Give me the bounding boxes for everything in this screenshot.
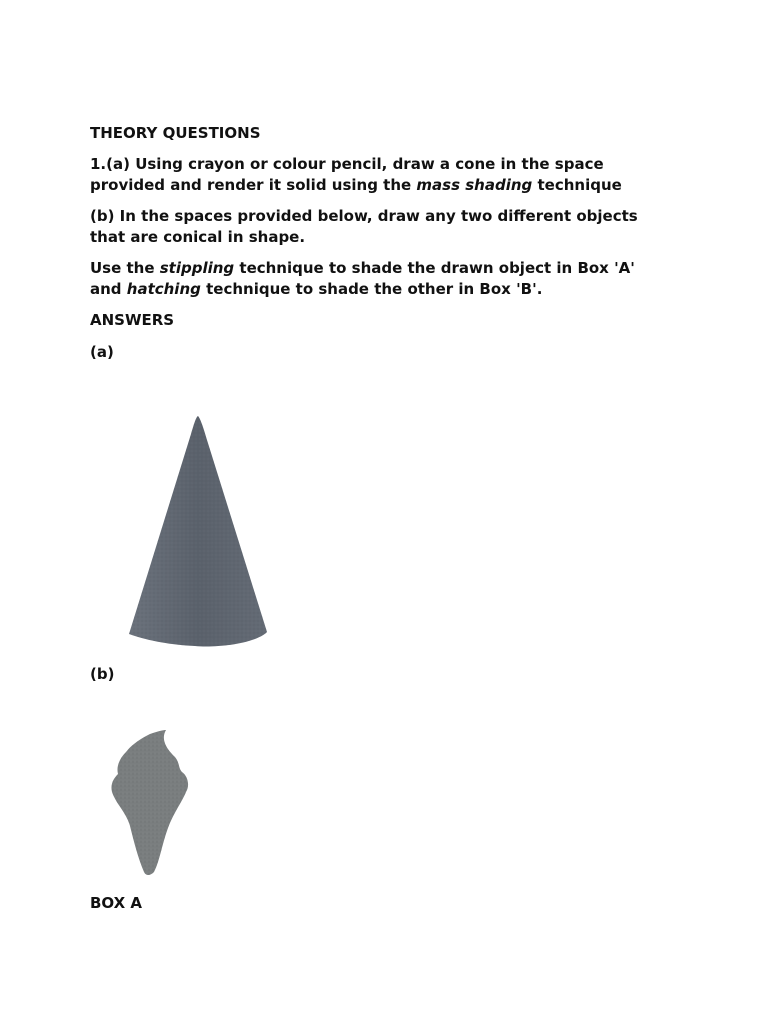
- answer-b-label: (b): [90, 665, 115, 683]
- ice-cream-cone-drawing: [108, 728, 194, 878]
- answer-a-label: (a): [90, 343, 114, 361]
- question-1a-line-2: [90, 175, 622, 196]
- mass-shading-term: mass shading: [416, 176, 533, 194]
- question-1a-text: provided and render it solid using the: [90, 176, 417, 194]
- instruction-line-2: [90, 279, 542, 300]
- stippling-term: stippling: [159, 259, 235, 277]
- instruction-text-end: technique to shade the drawn object in Box 'A': [234, 259, 635, 277]
- answers-heading: ANSWERS: [90, 311, 175, 329]
- question-1a-line-1: 1.(a) Using crayon or colour pencil, draw a cone in the space: [90, 155, 604, 173]
- hatching-term: hatching: [126, 280, 201, 298]
- instruction-line-1: [90, 258, 635, 279]
- instruction-text-2-end: technique to shade the other in Box 'B'.: [200, 280, 543, 298]
- section-heading: THEORY QUESTIONS: [90, 124, 261, 142]
- question-1b-line-1: (b) In the spaces provided below, draw any two different objects: [90, 207, 638, 225]
- cone-drawing: [125, 412, 271, 650]
- instruction-text: Use the: [90, 259, 160, 277]
- question-1a-text-end: technique: [532, 176, 622, 194]
- box-a-label: BOX A: [90, 894, 143, 912]
- question-1b-line-2: that are conical in shape.: [90, 228, 306, 246]
- instruction-text-2: and: [90, 280, 127, 298]
